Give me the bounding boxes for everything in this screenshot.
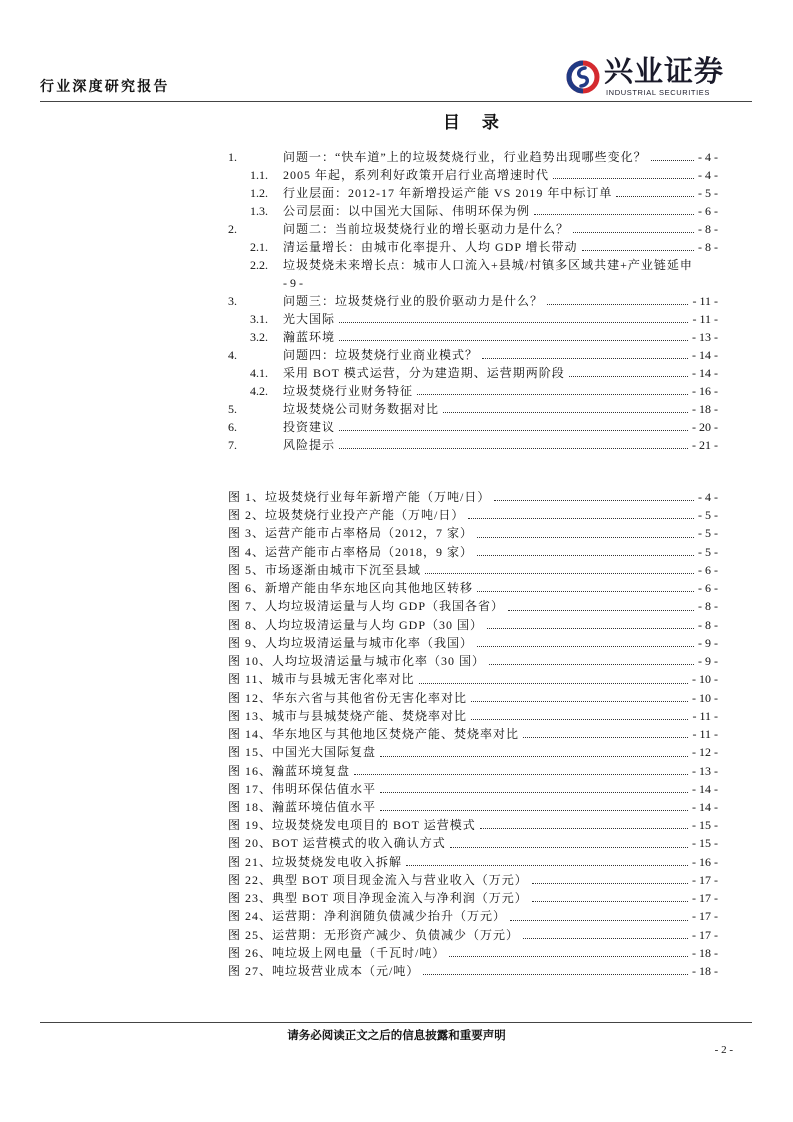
toc-entry-page: - 13 - xyxy=(692,330,718,344)
toc-entry-title: 风险提示 xyxy=(283,438,336,452)
footer-divider xyxy=(40,1022,752,1023)
figure-entry-16[interactable] xyxy=(228,762,718,780)
toc-entry-number: 1.1. xyxy=(250,168,268,182)
figure-entry-26[interactable] xyxy=(228,944,718,962)
figure-entry-title: 图 15、中国光大国际复盘 xyxy=(228,745,377,760)
dot-leader xyxy=(417,394,688,395)
toc-entry-1-1[interactable] xyxy=(228,166,718,184)
toc-entry-page: - 14 - xyxy=(692,348,718,362)
dot-leader xyxy=(651,160,694,161)
toc-entry-number: 3. xyxy=(228,294,237,308)
toc-entry-6[interactable] xyxy=(228,418,718,436)
toc-entry-4-1[interactable] xyxy=(228,364,718,382)
figure-entry-5[interactable] xyxy=(228,561,718,579)
figure-entry-10[interactable] xyxy=(228,652,718,670)
toc-entry-title: 2005 年起，系列利好政策开启行业高增速时代 xyxy=(283,168,550,182)
figure-entry-page: - 12 - xyxy=(692,745,718,760)
list-of-figures xyxy=(228,488,718,980)
figure-entry-page: - 14 - xyxy=(692,799,718,814)
figure-entry-title: 图 20、BOT 运营模式的收入确认方式 xyxy=(228,836,446,851)
dot-leader xyxy=(419,683,688,684)
toc-entry-title: 行业层面：2012-17 年新增投运产能 VS 2019 年中标订单 xyxy=(283,186,613,200)
dot-leader xyxy=(523,737,688,738)
toc-entry-number: 1. xyxy=(228,150,237,164)
figure-entry-14[interactable] xyxy=(228,725,718,743)
figure-entry-title: 图 12、华东六省与其他省份无害化率对比 xyxy=(228,690,468,705)
figure-entry-9[interactable] xyxy=(228,634,718,652)
toc-entry-number: 4.2. xyxy=(250,384,268,398)
toc-entry-title: 垃圾焚烧行业财务特征 xyxy=(283,384,414,398)
figure-entry-page: - 16 - xyxy=(692,854,718,869)
report-type-label: 行业深度研究报告 xyxy=(40,79,170,95)
figure-entry-page: - 17 - xyxy=(692,927,718,942)
dot-leader xyxy=(477,537,694,538)
dot-leader xyxy=(569,376,688,377)
dot-leader xyxy=(482,358,688,359)
disclaimer-notice: 请务必阅读正文之后的信息披露和重要声明 xyxy=(287,1028,506,1042)
toc-entry-number: 6. xyxy=(228,420,237,434)
dot-leader xyxy=(423,974,688,975)
figure-entry-title: 图 16、瀚蓝环境复盘 xyxy=(228,763,351,778)
figure-entry-page: - 5 - xyxy=(698,544,718,559)
toc-entry-5[interactable] xyxy=(228,400,718,418)
dot-leader xyxy=(508,610,694,611)
figure-entry-19[interactable] xyxy=(228,816,718,834)
dot-leader xyxy=(494,500,694,501)
figure-entry-page: - 11 - xyxy=(692,708,718,723)
figure-entry-17[interactable] xyxy=(228,780,718,798)
figure-entry-title: 图 26、吨垃圾上网电量（千瓦时/吨） xyxy=(228,945,446,960)
dot-leader xyxy=(443,412,688,413)
toc-entry-page: - 16 - xyxy=(692,384,718,398)
figure-entry-title: 图 4、运营产能市占率格局（2018，9 家） xyxy=(228,544,474,559)
figure-entry-page: - 6 - xyxy=(698,581,718,596)
figure-entry-page: - 10 - xyxy=(692,690,718,705)
xingye-securities-logo-icon xyxy=(566,57,600,97)
figure-entry-12[interactable] xyxy=(228,689,718,707)
dot-leader xyxy=(471,701,688,702)
toc-entry-title: 瀚蓝环境 xyxy=(283,330,336,344)
figure-entry-title: 图 18、瀚蓝环境估值水平 xyxy=(228,799,377,814)
figure-entry-title: 图 5、市场逐渐由城市下沉至县域 xyxy=(228,562,422,577)
figure-entry-title: 图 6、新增产能由华东地区向其他地区转移 xyxy=(228,581,474,596)
figure-entry-page: - 17 - xyxy=(692,909,718,924)
toc-entry-page: - 5 - xyxy=(698,186,718,200)
toc-entry-title: 问题三：垃圾焚烧行业的股价驱动力是什么？ xyxy=(283,294,544,308)
dot-leader xyxy=(380,792,688,793)
figure-entry-page: - 5 - xyxy=(698,508,718,523)
dot-leader xyxy=(480,828,688,829)
toc-entry-title: 问题二：当前垃圾焚烧行业的增长驱动力是什么？ xyxy=(283,222,570,236)
figure-entry-4[interactable] xyxy=(228,543,718,561)
dot-leader xyxy=(616,196,694,197)
toc-entry-2[interactable] xyxy=(228,220,718,238)
toc-entry-page: - 4 - xyxy=(698,168,718,182)
toc-entry-title: 采用 BOT 模式运营，分为建造期、运营期两阶段 xyxy=(283,366,565,380)
figure-entry-23[interactable] xyxy=(228,889,718,907)
table-of-contents xyxy=(228,148,718,454)
toc-entry-page: - 18 - xyxy=(692,402,718,416)
dot-leader xyxy=(468,518,694,519)
toc-entry-page: - 11 - xyxy=(692,294,718,308)
toc-entry-number: 1.2. xyxy=(250,186,268,200)
header-divider xyxy=(40,101,752,102)
figure-entry-title: 图 14、华东地区与其他地区焚烧产能、焚烧率对比 xyxy=(228,727,520,742)
figure-entry-13[interactable] xyxy=(228,707,718,725)
figure-entry-title: 图 17、伟明环保估值水平 xyxy=(228,781,377,796)
toc-entry-title: 问题四：垃圾焚烧行业商业模式？ xyxy=(283,348,479,362)
figure-entry-title: 图 2、垃圾焚烧行业投产产能（万吨/日） xyxy=(228,508,465,523)
figure-entry-page: - 8 - xyxy=(698,599,718,614)
dot-leader xyxy=(450,847,688,848)
figure-entry-title: 图 19、垃圾焚烧发电项目的 BOT 运营模式 xyxy=(228,818,476,833)
dot-leader xyxy=(339,448,688,449)
toc-entry-4-2[interactable] xyxy=(228,382,718,400)
dot-leader xyxy=(380,810,688,811)
figure-entry-15[interactable] xyxy=(228,743,718,761)
figure-entry-3[interactable] xyxy=(228,524,718,542)
figure-entry-page: - 5 - xyxy=(698,526,718,541)
figure-entry-25[interactable] xyxy=(228,926,718,944)
dot-leader xyxy=(532,883,688,884)
dot-leader xyxy=(477,555,694,556)
toc-entry-3-2[interactable] xyxy=(228,328,718,346)
toc-entry-1-2[interactable] xyxy=(228,184,718,202)
toc-entry-title: 光大国际 xyxy=(283,312,336,326)
toc-entry-number: 7. xyxy=(228,438,237,452)
page-number: - 2 - xyxy=(714,1044,733,1056)
dot-leader xyxy=(425,573,694,574)
toc-entry-3-1[interactable] xyxy=(228,310,718,328)
figure-entry-page: - 11 - xyxy=(692,727,718,742)
figure-entry-page: - 15 - xyxy=(692,836,718,851)
toc-entry-title: 投资建议 xyxy=(283,420,336,434)
figure-entry-7[interactable] xyxy=(228,597,718,615)
toc-entry-3[interactable] xyxy=(228,292,718,310)
toc-entry-page: - 6 - xyxy=(698,204,718,218)
toc-entry-page: - 8 - xyxy=(698,222,718,236)
dot-leader xyxy=(532,901,688,902)
dot-leader xyxy=(339,340,688,341)
figure-entry-title: 图 1、垃圾焚烧行业每年新增产能（万吨/日） xyxy=(228,490,491,504)
dot-leader xyxy=(534,214,694,215)
figure-entry-22[interactable] xyxy=(228,871,718,889)
toc-entry-number: 3.1. xyxy=(250,312,268,326)
figure-entry-title: 图 22、典型 BOT 项目现金流入与营业收入（万元） xyxy=(228,872,528,887)
toc-entry-page: - 4 - xyxy=(698,150,718,164)
logo-company-name-cn: 兴业证券 xyxy=(604,54,725,88)
figure-entry-title: 图 9、人均垃圾清运量与城市化率（我国） xyxy=(228,635,474,650)
toc-entry-page: - 11 - xyxy=(692,312,718,326)
figure-entry-title: 图 27、吨垃圾营业成本（元/吨） xyxy=(228,964,420,979)
toc-entry-title: 问题一：“快车道”上的垃圾焚烧行业，行业趋势出现哪些变化？ xyxy=(283,150,647,164)
toc-entry-number: 1.3. xyxy=(250,204,268,218)
figure-entry-title: 图 10、人均垃圾清运量与城市化率（30 国） xyxy=(228,654,486,669)
toc-entry-page: - 14 - xyxy=(692,366,718,380)
figure-entry-page: - 13 - xyxy=(692,763,718,778)
figure-entry-20[interactable] xyxy=(228,834,718,852)
figure-entry-1[interactable] xyxy=(228,488,718,506)
dot-leader xyxy=(339,430,688,431)
figure-entry-8[interactable] xyxy=(228,616,718,634)
figure-entry-24[interactable] xyxy=(228,907,718,925)
toc-entry-number: 2. xyxy=(228,222,237,236)
figure-entry-page: - 18 - xyxy=(692,945,718,960)
figure-entry-2[interactable] xyxy=(228,506,718,524)
figure-entry-title: 图 25、运营期：无形资产减少、负债减少（万元） xyxy=(228,927,520,942)
figure-entry-page: - 14 - xyxy=(692,781,718,796)
figure-entry-page: - 6 - xyxy=(698,562,718,577)
figure-entry-title: 图 8、人均垃圾清运量与人均 GDP（30 国） xyxy=(228,617,484,632)
figure-entry-page: - 9 - xyxy=(698,635,718,650)
figure-entry-page: - 18 - xyxy=(692,964,718,979)
dot-leader xyxy=(339,322,688,323)
company-logo xyxy=(566,54,736,100)
figure-entry-title: 图 13、城市与县城焚烧产能、焚烧率对比 xyxy=(228,708,468,723)
toc-entry-page: - 9 - xyxy=(283,276,303,290)
toc-entry-4[interactable] xyxy=(228,346,718,364)
figure-entry-title: 图 7、人均垃圾清运量与人均 GDP（我国各省） xyxy=(228,599,505,614)
dot-leader xyxy=(406,865,688,866)
figure-entry-page: - 17 - xyxy=(692,872,718,887)
toc-entry-title: 公司层面：以中国光大国际、伟明环保为例 xyxy=(283,204,531,218)
toc-entry-title: 垃圾焚烧未来增长点：城市人口流入+县城/村镇多区域共建+产业链延申 xyxy=(283,258,693,272)
dot-leader xyxy=(523,938,688,939)
toc-entry-page: - 21 - xyxy=(692,438,718,452)
dot-leader xyxy=(547,304,688,305)
dot-leader xyxy=(573,232,694,233)
figure-entry-title: 图 23、典型 BOT 项目净现金流入与净利润（万元） xyxy=(228,891,528,906)
toc-entry-number: 4.1. xyxy=(250,366,268,380)
toc-entry-number: 5. xyxy=(228,402,237,416)
figure-entry-page: - 15 - xyxy=(692,818,718,833)
figure-entry-page: - 10 - xyxy=(692,672,718,687)
figure-entry-page: - 8 - xyxy=(698,617,718,632)
dot-leader xyxy=(449,956,688,957)
figure-entry-title: 图 3、运营产能市占率格局（2012，7 家） xyxy=(228,526,474,541)
logo-company-name-en: INDUSTRIAL SECURITIES xyxy=(606,88,711,97)
toc-entry-number: 2.1. xyxy=(250,240,268,254)
toc-entry-1[interactable] xyxy=(228,148,718,166)
dot-leader xyxy=(380,756,688,757)
dot-leader xyxy=(471,719,688,720)
toc-entry-number: 4. xyxy=(228,348,237,362)
dot-leader xyxy=(510,920,688,921)
figure-entry-page: - 4 - xyxy=(698,490,718,504)
toc-entry-1-3[interactable] xyxy=(228,202,718,220)
figure-entry-6[interactable] xyxy=(228,579,718,597)
toc-entry-title: 垃圾焚烧公司财务数据对比 xyxy=(283,402,440,416)
figure-entry-page: - 9 - xyxy=(698,654,718,669)
figure-entry-11[interactable] xyxy=(228,670,718,688)
toc-entry-2-2[interactable] xyxy=(228,256,718,292)
toc-entry-title: 清运量增长：由城市化率提升、人均 GDP 增长带动 xyxy=(283,240,578,254)
dot-leader xyxy=(553,178,694,179)
toc-heading: 目 录 xyxy=(443,113,507,133)
figure-entry-21[interactable] xyxy=(228,853,718,871)
dot-leader xyxy=(354,774,688,775)
dot-leader xyxy=(477,646,694,647)
dot-leader xyxy=(582,250,694,251)
toc-entry-number: 2.2. xyxy=(250,258,268,272)
figure-entry-18[interactable] xyxy=(228,798,718,816)
toc-entry-7[interactable] xyxy=(228,436,718,454)
figure-entry-title: 图 21、垃圾焚烧发电收入拆解 xyxy=(228,854,403,869)
toc-entry-page: - 20 - xyxy=(692,420,718,434)
figure-entry-page: - 17 - xyxy=(692,891,718,906)
toc-entry-2-1[interactable] xyxy=(228,238,718,256)
figure-entry-27[interactable] xyxy=(228,962,718,980)
figure-entry-title: 图 11、城市与县城无害化率对比 xyxy=(228,672,415,687)
toc-entry-number: 3.2. xyxy=(250,330,268,344)
dot-leader xyxy=(489,664,694,665)
dot-leader xyxy=(487,628,694,629)
dot-leader xyxy=(477,591,694,592)
figure-entry-title: 图 24、运营期：净利润随负债减少抬升（万元） xyxy=(228,909,507,924)
toc-entry-page: - 8 - xyxy=(698,240,718,254)
